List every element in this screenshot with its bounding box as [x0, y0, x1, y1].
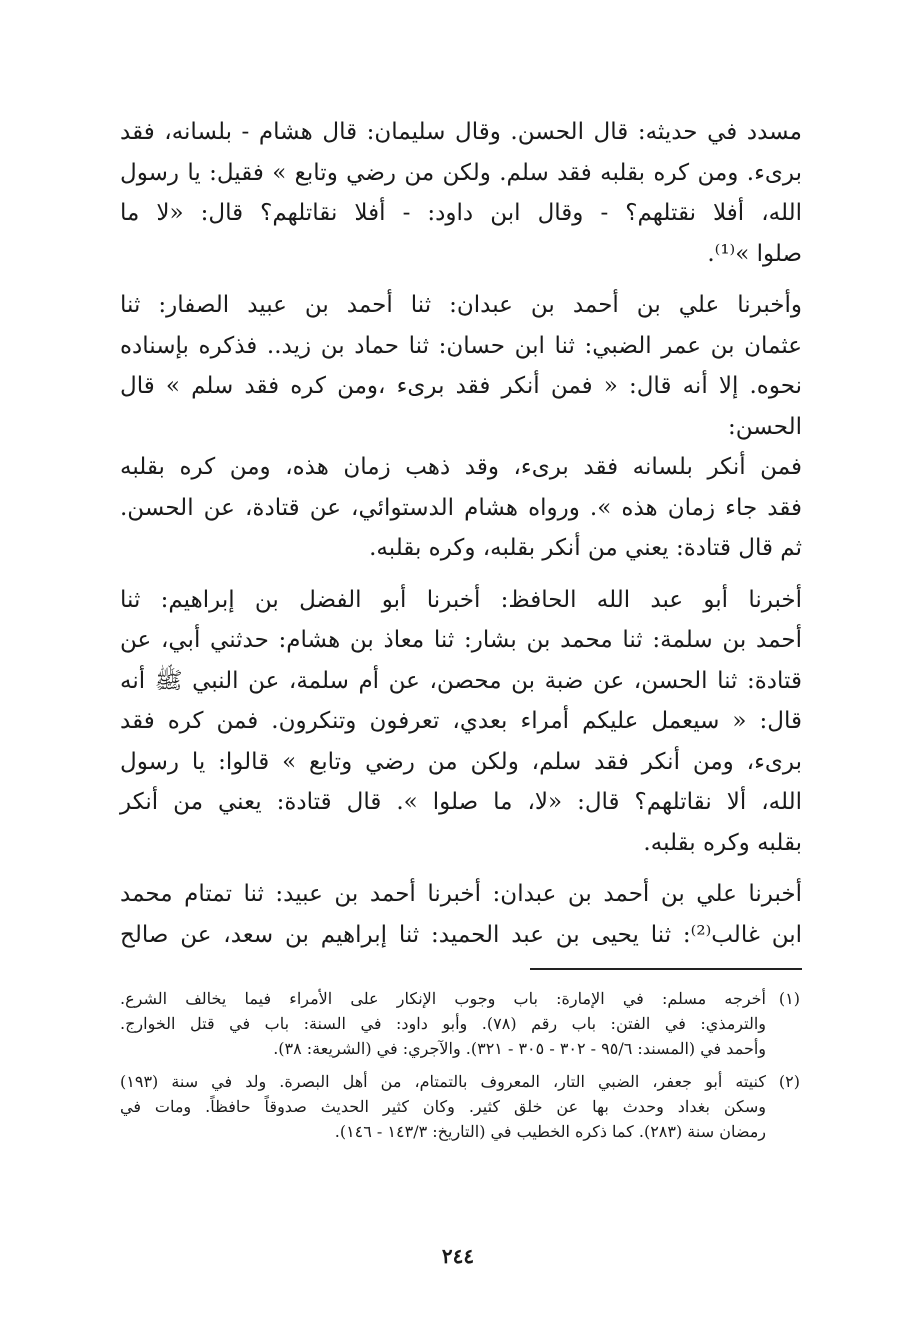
footnote-line: رمضان سنة (٢٨٣). كما ذكره الخطيب في (التاريخ: ١٤٣/٣ - ١٤٦).	[334, 1122, 766, 1141]
paragraph-3	[120, 580, 802, 864]
text-line: برىء، ومن أنكر فقد سلم، ولكن من رضي وتابع » قالوا: يا رسول	[120, 748, 802, 775]
text-line: قتادة: ثنا الحسن، عن ضبة بن محصن، عن أم سلمة، عن النبي ﷺ أنه	[120, 667, 802, 694]
text-line: عثمان بن عمر الضبي: ثنا ابن حسان: ثنا حماد بن زيد.. فذكره بإسناده	[120, 332, 802, 359]
text-line: أخبرنا أبو عبد الله الحافظ: أخبرنا أبو الفضل بن إبراهيم: ثنا	[120, 586, 802, 613]
footnotes	[120, 986, 800, 1152]
footnote-2	[120, 1069, 800, 1144]
text-line: فمن أنكر بلسانه فقد برىء، وقد ذهب زمان هذه، ومن كره بقلبه	[120, 454, 802, 480]
text-line: الله، أفلا نقتلهم؟ - وقال ابن داود: - أفلا نقاتلهم؟ قال: «لا ما	[120, 200, 802, 226]
text-line: الله، ألا نقاتلهم؟ قال: «لا، ما صلوا ». قال قتادة: يعني من أنكر	[120, 789, 802, 815]
paragraph-2	[120, 285, 802, 569]
text-line: فقد جاء زمان هذه ». ورواه هشام الدستوائي، عن قتادة، عن الحسن.	[120, 494, 802, 521]
text-line: بقلبه وكره بقلبه.	[643, 829, 802, 856]
footnote-line: وسكن بغداد وحدث بها عن خلق كثير. وكان كثير الحديث صدوقاً حافظاً. ومات في	[120, 1097, 766, 1116]
paragraph-1	[120, 112, 802, 274]
text-line: قال: « سيعمل عليكم أمراء بعدي، تعرفون وتنكرون. فمن كره فقد	[120, 708, 802, 734]
footnote-number: (٢)	[778, 1072, 800, 1091]
footnote-line: كنيته أبو جعفر، الضبي التار، المعروف بالتمتام، من أهل البصرة. ولد في سنة (١٩٣)	[120, 1072, 766, 1091]
text-line: مسدد في حديثه: قال الحسن. وقال سليمان: قال هشام - بلسانه، فقد	[120, 119, 802, 145]
text-line: ابن غالب⁽²⁾: ثنا يحيى بن عبد الحميد: ثنا إبراهيم بن سعد، عن صالح	[120, 921, 802, 948]
text-line: نحوه. إلا أنه قال: « فمن أنكر فقد برىء ،ومن كره فقد سلم » قال الحسن:	[120, 373, 802, 440]
footnote-line: والترمذي: في الفتن: باب رقم (٧٨). وأبو داود: في السنة: باب في قتل الخوارج.	[120, 1014, 767, 1033]
text-line: أخبرنا علي بن أحمد بن عبدان: أخبرنا أحمد بن عبيد: ثنا تمتام محمد	[120, 881, 802, 907]
footnote-1	[120, 986, 800, 1061]
text-line: وأخبرنا علي بن أحمد بن عبدان: ثنا أحمد بن عبيد الصفار: ثنا	[120, 292, 802, 318]
text-line: أحمد بن سلمة: ثنا محمد بن بشار: ثنا معاذ بن هشام: حدثني أبي، عن	[120, 627, 802, 653]
paragraph-4	[120, 874, 802, 955]
text-line: برىء. ومن كره بقلبه فقد سلم. ولكن من رضي وتابع » فقيل: يا رسول	[120, 159, 802, 186]
footnote-body	[120, 986, 766, 1061]
footnote-divider	[530, 968, 802, 970]
text-line: صلوا »⁽¹⁾.	[707, 240, 802, 267]
page-number: ٢٤٤	[441, 1244, 475, 1268]
text-line: ثم قال قتادة: يعني من أنكر بقلبه، وكره بقلبه.	[369, 535, 802, 561]
footnote-number: (١)	[778, 989, 800, 1008]
footnote-body	[120, 1069, 766, 1144]
footnote-line: أخرجه مسلم: في الإمارة: باب وجوب الإنكار على الأمراء فيما يخالف الشرع.	[120, 989, 767, 1008]
main-text	[120, 112, 802, 955]
footnote-line: وأحمد في (المسند: ٩٥/٦ - ٣٠٢ - ٣٠٥ - ٣٢١). والآجري: في (الشريعة: ٣٨).	[273, 1039, 766, 1058]
